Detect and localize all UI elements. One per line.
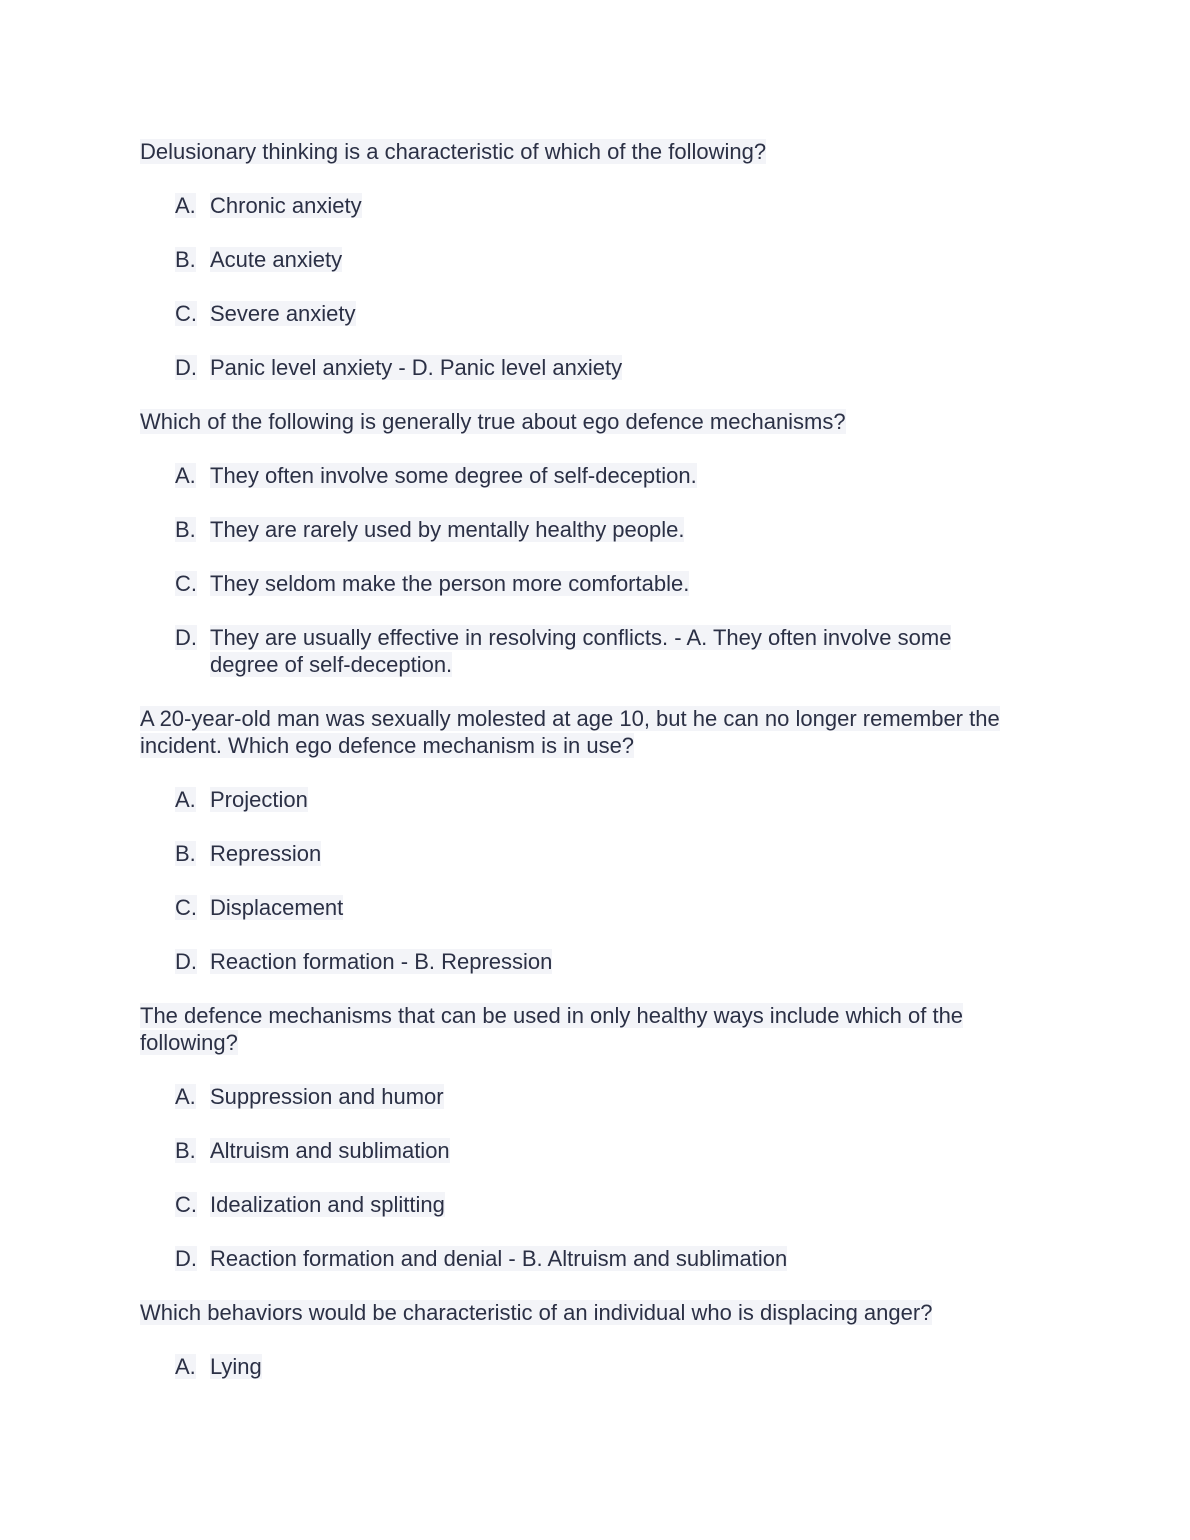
- option-item: [140, 516, 1020, 543]
- option-letter: C.: [175, 301, 197, 326]
- option-item: [140, 1191, 1020, 1218]
- option-item: [140, 1245, 1020, 1272]
- option-item: [140, 624, 1020, 678]
- option-letter: A.: [175, 787, 196, 812]
- option-letter: A.: [175, 1354, 196, 1379]
- option-text: Lying: [210, 1354, 262, 1379]
- question-text: Which behaviors would be characteristic of an individual who is displacing anger?: [140, 1300, 933, 1325]
- option-text: They often involve some degree of self-deception.: [210, 463, 697, 488]
- option-item: [140, 462, 1020, 489]
- options-list: [140, 1353, 1020, 1380]
- options-list: [140, 462, 1020, 678]
- option-item: [140, 570, 1020, 597]
- option-text: They are rarely used by mentally healthy people.: [210, 517, 685, 542]
- option-letter: B.: [175, 1138, 196, 1163]
- option-item: [140, 354, 1020, 381]
- question-block: [140, 138, 1020, 381]
- options-list: [140, 1083, 1020, 1272]
- options-list: [140, 786, 1020, 975]
- option-letter: D.: [175, 1246, 197, 1271]
- option-letter: B.: [175, 517, 196, 542]
- option-item: [140, 786, 1020, 813]
- option-letter: A.: [175, 463, 196, 488]
- option-letter: C.: [175, 895, 197, 920]
- option-text: They are usually effective in resolving conflicts. - A. They often involve some degree of self-deception.: [210, 625, 952, 677]
- option-item: [140, 894, 1020, 921]
- option-text: Repression: [210, 841, 322, 866]
- option-item: [140, 840, 1020, 867]
- option-letter: C.: [175, 571, 197, 596]
- question-block: [140, 1299, 1020, 1380]
- option-text: Acute anxiety: [210, 247, 343, 272]
- question-block: [140, 408, 1020, 678]
- option-text: Suppression and humor: [210, 1084, 444, 1109]
- option-letter: A.: [175, 1084, 196, 1109]
- option-item: [140, 1137, 1020, 1164]
- question-text: Delusionary thinking is a characteristic of which of the following?: [140, 139, 767, 164]
- option-item: [140, 948, 1020, 975]
- question-block: [140, 705, 1020, 975]
- question-block: [140, 1002, 1020, 1272]
- option-item: [140, 192, 1020, 219]
- option-text: Reaction formation and denial - B. Altruism and sublimation: [210, 1246, 788, 1271]
- option-letter: C.: [175, 1192, 197, 1217]
- option-text: Severe anxiety: [210, 301, 356, 326]
- option-letter: D.: [175, 625, 197, 650]
- option-text: Altruism and sublimation: [210, 1138, 450, 1163]
- option-letter: D.: [175, 355, 197, 380]
- document-page: [140, 138, 1020, 1380]
- option-text: Chronic anxiety: [210, 193, 362, 218]
- options-list: [140, 192, 1020, 381]
- option-text: Reaction formation - B. Repression: [210, 949, 553, 974]
- option-text: Panic level anxiety - D. Panic level anxiety: [210, 355, 623, 380]
- question-text: A 20-year-old man was sexually molested at age 10, but he can no longer remember the incident. Which ego defence mechanism is in use?: [140, 706, 1000, 758]
- question-text: The defence mechanisms that can be used in only healthy ways include which of the following?: [140, 1003, 964, 1055]
- option-item: [140, 1083, 1020, 1110]
- option-letter: B.: [175, 841, 196, 866]
- option-letter: A.: [175, 193, 196, 218]
- option-text: Idealization and splitting: [210, 1192, 445, 1217]
- option-text: Displacement: [210, 895, 344, 920]
- question-text: Which of the following is generally true about ego defence mechanisms?: [140, 409, 846, 434]
- option-item: [140, 300, 1020, 327]
- option-letter: D.: [175, 949, 197, 974]
- option-item: [140, 1353, 1020, 1380]
- option-letter: B.: [175, 247, 196, 272]
- option-item: [140, 246, 1020, 273]
- option-text: Projection: [210, 787, 308, 812]
- option-text: They seldom make the person more comfortable.: [210, 571, 690, 596]
